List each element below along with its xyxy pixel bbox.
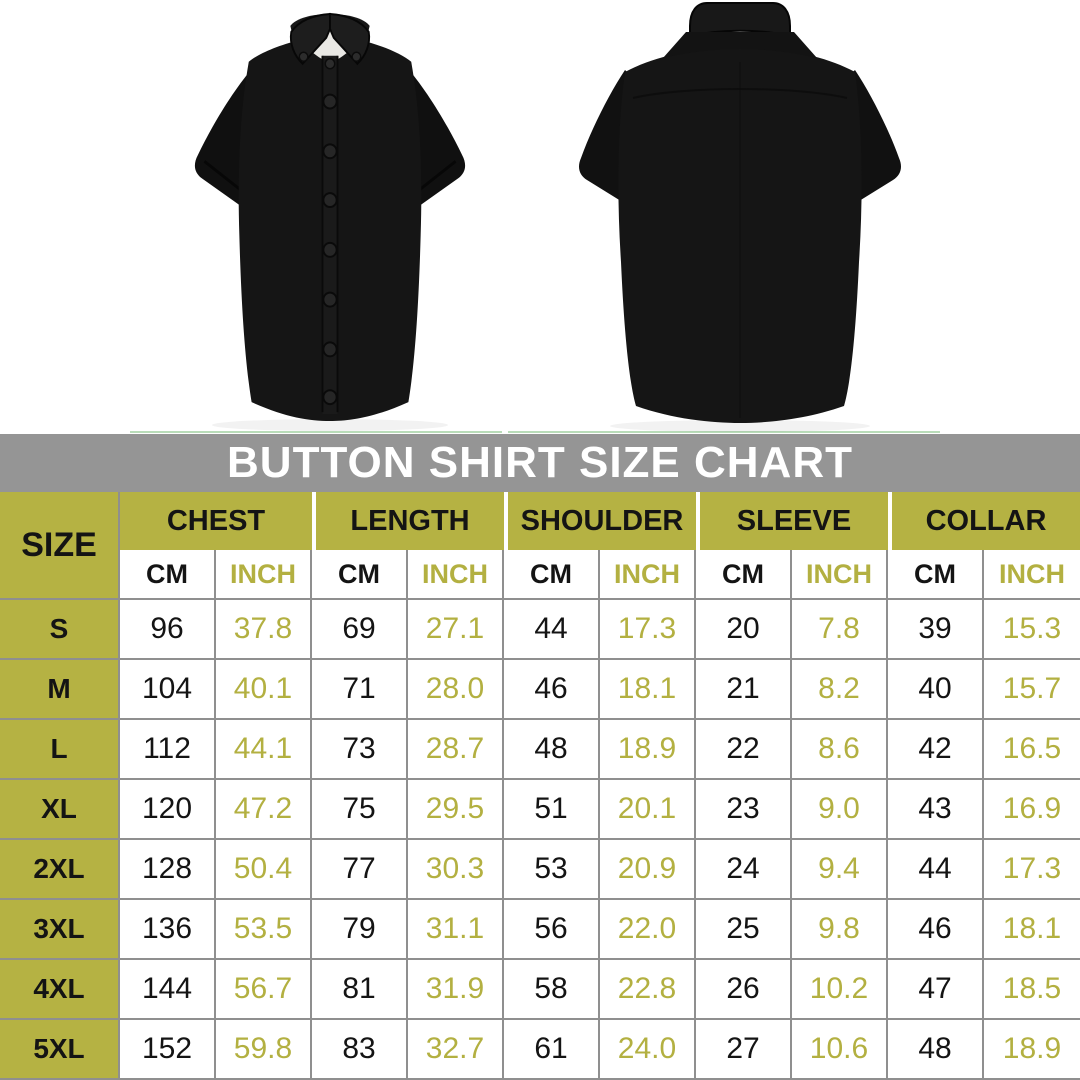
table-cell: 32.7 — [408, 1020, 504, 1080]
table-cell: 22.0 — [600, 900, 696, 960]
table-cell: 51 — [504, 780, 600, 840]
table-cell: 44 — [888, 840, 984, 900]
table-cell: 83 — [312, 1020, 408, 1080]
table-cell: 18.1 — [984, 900, 1080, 960]
row-size-label: S — [0, 600, 120, 660]
table-cell: 25 — [696, 900, 792, 960]
table-cell: 9.4 — [792, 840, 888, 900]
table-cell: 50.4 — [216, 840, 312, 900]
table-cell: 43 — [888, 780, 984, 840]
table-cell: 44 — [504, 600, 600, 660]
table-cell: 15.3 — [984, 600, 1080, 660]
table-cell: 26 — [696, 960, 792, 1020]
unit-header-inch: INCH — [408, 550, 504, 600]
row-size-label: M — [0, 660, 120, 720]
table-cell: 44.1 — [216, 720, 312, 780]
table-cell: 73 — [312, 720, 408, 780]
table-cell: 16.5 — [984, 720, 1080, 780]
row-size-label: L — [0, 720, 120, 780]
table-cell: 18.1 — [600, 660, 696, 720]
table-cell: 10.6 — [792, 1020, 888, 1080]
table-cell: 16.9 — [984, 780, 1080, 840]
product-photos-section — [0, 0, 1080, 434]
table-cell: 18.5 — [984, 960, 1080, 1020]
table-cell: 20 — [696, 600, 792, 660]
row-size-label: 3XL — [0, 900, 120, 960]
table-cell: 75 — [312, 780, 408, 840]
table-cell: 21 — [696, 660, 792, 720]
unit-header-cm: CM — [504, 550, 600, 600]
table-cell: 37.8 — [216, 600, 312, 660]
table-cell: 40.1 — [216, 660, 312, 720]
table-cell: 144 — [120, 960, 216, 1020]
table-cell: 79 — [312, 900, 408, 960]
table-cell: 24 — [696, 840, 792, 900]
table-cell: 56 — [504, 900, 600, 960]
title-banner — [0, 434, 1080, 492]
col-header-size: SIZE — [0, 492, 120, 600]
table-cell: 29.5 — [408, 780, 504, 840]
table-cell: 18.9 — [984, 1020, 1080, 1080]
table-cell: 17.3 — [600, 600, 696, 660]
table-cell: 69 — [312, 600, 408, 660]
table-cell: 71 — [312, 660, 408, 720]
table-cell: 7.8 — [792, 600, 888, 660]
unit-header-cm: CM — [120, 550, 216, 600]
table-cell: 27.1 — [408, 600, 504, 660]
table-cell: 31.1 — [408, 900, 504, 960]
table-cell: 58 — [504, 960, 600, 1020]
table-cell: 8.2 — [792, 660, 888, 720]
table-cell: 20.9 — [600, 840, 696, 900]
table-cell: 24.0 — [600, 1020, 696, 1080]
shirt-back-image — [555, 0, 925, 432]
table-cell: 46 — [504, 660, 600, 720]
table-cell: 31.9 — [408, 960, 504, 1020]
col-header-sleeve: SLEEVE — [696, 492, 888, 550]
table-cell: 10.2 — [792, 960, 888, 1020]
table-cell: 39 — [888, 600, 984, 660]
table-cell: 53.5 — [216, 900, 312, 960]
unit-header-inch: INCH — [216, 550, 312, 600]
table-cell: 104 — [120, 660, 216, 720]
table-cell: 47 — [888, 960, 984, 1020]
col-header-length: LENGTH — [312, 492, 504, 550]
col-header-chest: CHEST — [120, 492, 312, 550]
table-cell: 40 — [888, 660, 984, 720]
unit-header-cm: CM — [696, 550, 792, 600]
table-cell: 56.7 — [216, 960, 312, 1020]
table-cell: 48 — [888, 1020, 984, 1080]
table-cell: 18.9 — [600, 720, 696, 780]
table-cell: 22 — [696, 720, 792, 780]
row-size-label: 5XL — [0, 1020, 120, 1080]
table-cell: 27 — [696, 1020, 792, 1080]
size-chart-table — [0, 492, 1080, 1080]
table-cell: 15.7 — [984, 660, 1080, 720]
table-cell: 77 — [312, 840, 408, 900]
table-cell: 53 — [504, 840, 600, 900]
table-cell: 59.8 — [216, 1020, 312, 1080]
unit-header-cm: CM — [888, 550, 984, 600]
table-cell: 61 — [504, 1020, 600, 1080]
table-cell: 30.3 — [408, 840, 504, 900]
row-size-label: 2XL — [0, 840, 120, 900]
table-cell: 112 — [120, 720, 216, 780]
table-cell: 136 — [120, 900, 216, 960]
row-size-label: 4XL — [0, 960, 120, 1020]
table-cell: 47.2 — [216, 780, 312, 840]
page-title: BUTTON SHIRT SIZE CHART — [227, 438, 853, 487]
unit-header-inch: INCH — [600, 550, 696, 600]
unit-header-cm: CM — [312, 550, 408, 600]
table-cell: 96 — [120, 600, 216, 660]
shirt-front-image — [160, 2, 500, 432]
table-cell: 28.0 — [408, 660, 504, 720]
table-cell: 152 — [120, 1020, 216, 1080]
table-cell: 120 — [120, 780, 216, 840]
table-cell: 8.6 — [792, 720, 888, 780]
col-header-collar: COLLAR — [888, 492, 1080, 550]
table-cell: 81 — [312, 960, 408, 1020]
table-cell: 9.8 — [792, 900, 888, 960]
col-header-shoulder: SHOULDER — [504, 492, 696, 550]
table-cell: 22.8 — [600, 960, 696, 1020]
table-cell: 46 — [888, 900, 984, 960]
table-cell: 28.7 — [408, 720, 504, 780]
table-cell: 23 — [696, 780, 792, 840]
table-cell: 42 — [888, 720, 984, 780]
table-cell: 9.0 — [792, 780, 888, 840]
table-cell: 128 — [120, 840, 216, 900]
table-cell: 48 — [504, 720, 600, 780]
unit-header-inch: INCH — [792, 550, 888, 600]
table-cell: 20.1 — [600, 780, 696, 840]
unit-header-inch: INCH — [984, 550, 1080, 600]
table-cell: 17.3 — [984, 840, 1080, 900]
row-size-label: XL — [0, 780, 120, 840]
